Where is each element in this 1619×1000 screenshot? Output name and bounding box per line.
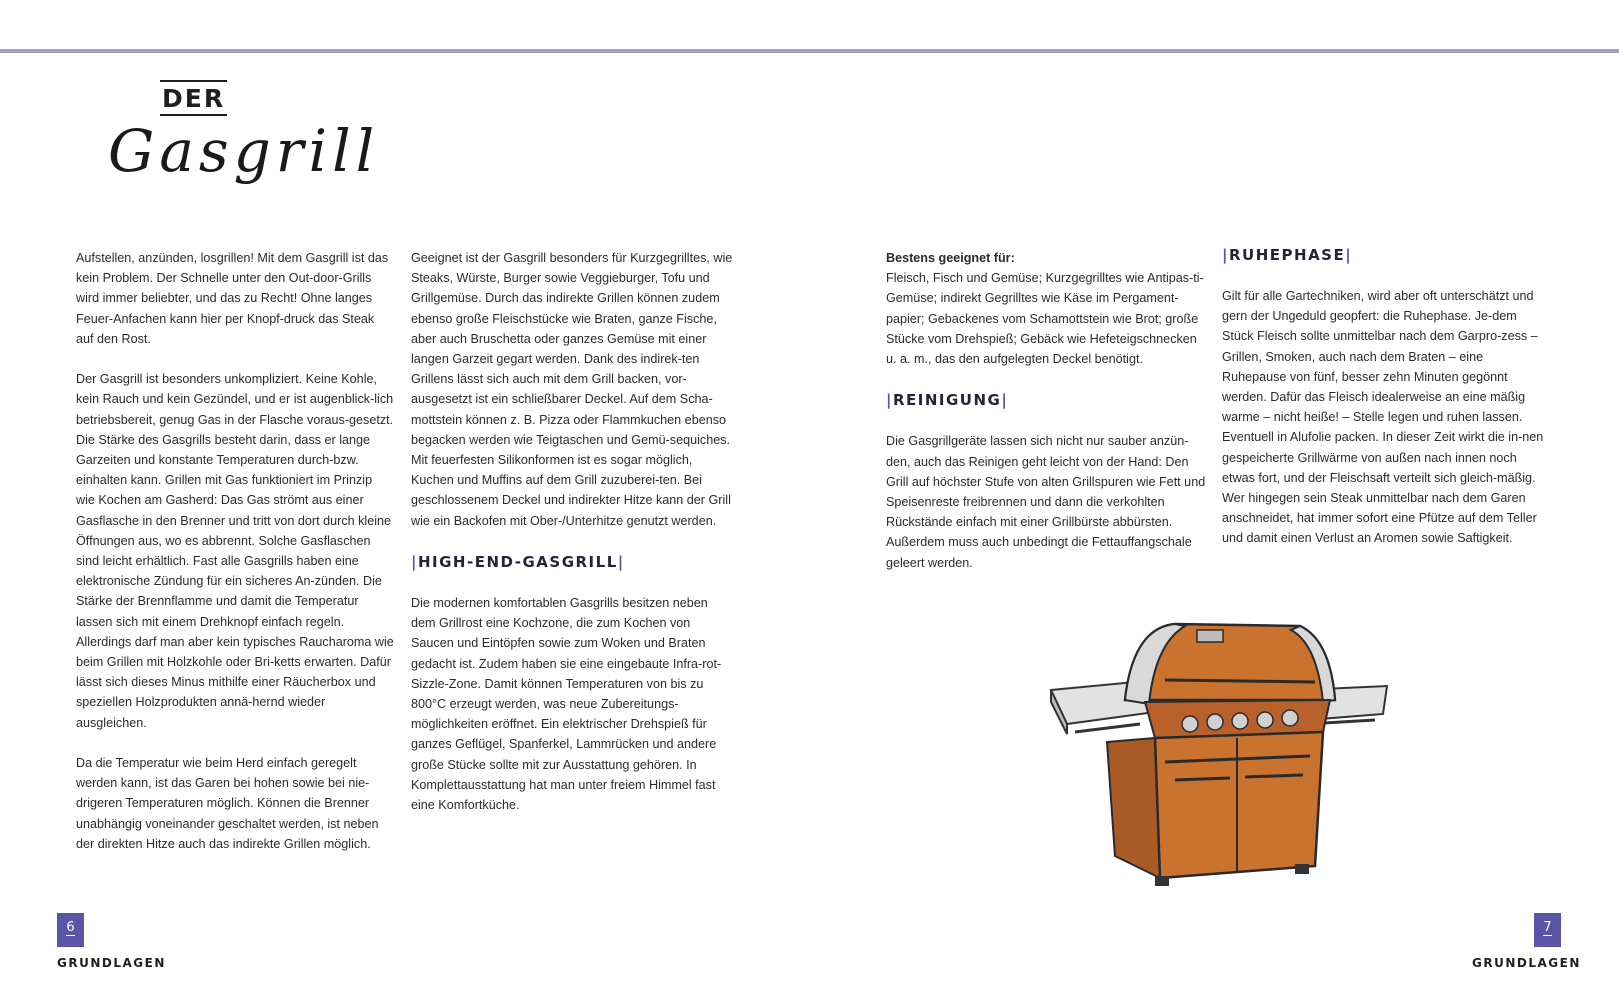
paragraph: Die modernen komfortablen Gasgrills besitzen neben dem Grillrost eine Kochzone, die zum Kochen von Saucen und Eintöpfen sowie zum Woken und Braten gedacht ist. Zudem haben sie eine eingebaute Infra-rot-Sizzle-Zone. Damit können Temperaturen von bis zu 800°C erzeugt werden, was neue Zubereitungs-möglichkeiten eröffnet. Ein elektrischer Drehspieß für ganzes Geflügel, Spanferkel, Lammrücken und andere große Stücke sollte mit zur Ausstattung gehören. In Komplettausstattung hat man unter freiem Himmel fast eine Komfortküche. xyxy=(411,596,722,813)
column-1 xyxy=(76,248,394,854)
paragraph: Da die Temperatur wie beim Herd einfach geregelt werden kann, ist das Garen bei hohen sowie bei nie-drigeren Temperaturen möglich. Können die Brenner unabhängig voneinander geschaltet werden, ist neben der direkten Hitze auch das indirekte Grillen möglich. xyxy=(76,756,379,851)
chapter-title xyxy=(108,80,428,200)
top-rule xyxy=(0,49,1619,53)
section-heading-ruhephase: |RUHEPHASE| xyxy=(1222,246,1353,264)
section-heading-high-end: |HIGH-END-GASGRILL| xyxy=(411,553,625,572)
footer-section-label-right: GRUNDLAGEN xyxy=(1472,956,1581,970)
page-number-right: 7 xyxy=(1534,913,1561,947)
column-2 xyxy=(411,248,735,815)
footer-section-label-left: GRUNDLAGEN xyxy=(57,956,166,970)
best-suited-block xyxy=(886,248,1206,369)
paragraph: Die Gasgrillgeräte lassen sich nicht nur sauber anzün-den, auch das Reinigen geht leicht von der Hand: Den Grill auf höchster Stufe von alten Grillspuren wie Fett und Speisenreste freibrennen und dann die verkohlten Rückstände einfach mit einer Grillbürste abbürsten. Außerdem muss auch unbedingt die Fettauffangschale geleert werden. xyxy=(886,434,1206,570)
section-heading-reinigung: |REINIGUNG| xyxy=(886,391,1009,410)
page-number-left: 6 xyxy=(57,913,84,947)
paragraph: Aufstellen, anzünden, losgrillen! Mit dem Gasgrill ist das kein Problem. Der Schnelle unter den Out-door-Grills wird immer beliebter, und das zu Recht! Ohne langes Feuer-Anfachen kann hier per Knopf-druck das Steak auf den Rost. xyxy=(76,251,389,346)
best-suited-text: Fleisch, Fisch und Gemüse; Kurzgegrilltes wie Antipas-ti-Gemüse; indirekt Gegrilltes wie Käse im Pergament-papier; Gebackenes vom Schamottstein wie Brot; große Stücke vom Drehspieß; Gebäck wie Hefeteigschnecken u. a. m., das den aufgelegten Deckel benötigt. xyxy=(886,271,1204,367)
title-script: Gasgrill xyxy=(108,117,380,185)
paragraph: Der Gasgrill ist besonders unkompliziert. Keine Kohle, kein Rauch und kein Gezündel, und er ist augenblick-lich betriebsbereit, genug Gas in der Flasche voraus-gesetzt. Die Stärke des Gasgrills besteht darin, dass er lange Garzeiten und konstante Temperaturen durch-bzw. einhalten kann. Grillen mit Gas funktioniert im Prinzip wie Kochen am Gasherd: Das Gas strömt aus einer Gasflasche in den Brenner und tritt von dort durch kleine Öffnungen aus, wo es abbrennt. Solche Gasflaschen sind leicht erhältlich. Fast alle Gasgrills haben eine elektronische Zündung für ein sicheres An-zünden. Die Stärke der Brennflamme und damit die Temperatur lassen sich mit einem Drehknopf einfach regeln. Allerdings darf man aber kein typisches Raucharoma wie beim Grillen mit Holzkohle oder Bri-ketts erwarten. Dafür lässt sich dieses Minus mithilfe einer Räucherbox und speziellen Holzprodukten annä-hernd wieder ausgleichen. xyxy=(76,372,394,730)
column-3 xyxy=(886,248,1206,573)
paragraph: Gilt für alle Gartechniken, wird aber oft unterschätzt und gern der Ungeduld geopfert: die Ruhephase. Je-dem Stück Fleisch sollte unmittelbar nach dem Garpro-zess – Grillen, Smoken, auch nach dem Braten – eine Ruhepause von fünf, besser zehn Minuten gegönnt werden. Dafür das Fleisch idealerweise an eine mäßig warme – nicht heiße! – Stelle legen und ruhen lassen. Eventuell in Alufolie packen. In dieser Zeit wirkt die in-nen gespeicherte Grillwärme von außen nach innen noch etwas fort, und der Fleischsaft verteilt sich gleich-mäßig. Wer hingegen sein Steak unmittelbar nach dem Garen anschneidet, hat immer sofort eine Pfütze auf dem Teller und damit einen Verlust an Aromen sowie Saftigkeit. xyxy=(1222,289,1544,546)
best-suited-label: Bestens geeignet für: xyxy=(886,251,1015,265)
title-small: DER xyxy=(160,80,227,116)
gas-grill-illustration xyxy=(1045,620,1395,920)
column-4 xyxy=(1222,244,1544,549)
paragraph: Geeignet ist der Gasgrill besonders für Kurzgegrilltes, wie Steaks, Würste, Burger sowie Veggieburger, Tofu und Grillgemüse. Durch das indirekte Grillen können zudem ebenso große Fleischstücke wie Braten, ganze Fische, aber auch Bruschetta oder ganzes Gemüse mit einer langen Garzeit gegart werden. Dank des indirek-ten Grillens lässt sich auch mit dem Grill backen, vor-ausgesetzt ist ein schließbarer Deckel. Auf dem Scha-mottstein können z. B. Pizza oder Flammkuchen ebenso begacken werden wie Teigtaschen und Gemü-sequiches. Mit feuerfesten Silikonformen ist es sogar möglich, Kuchen und Muffins auf dem Grill zuzuberei-ten. Bei geschlossenem Deckel und indirekter Hitze kann der Grill wie ein Backofen mit Ober-/Unterhitze genutzt werden. xyxy=(411,251,733,528)
